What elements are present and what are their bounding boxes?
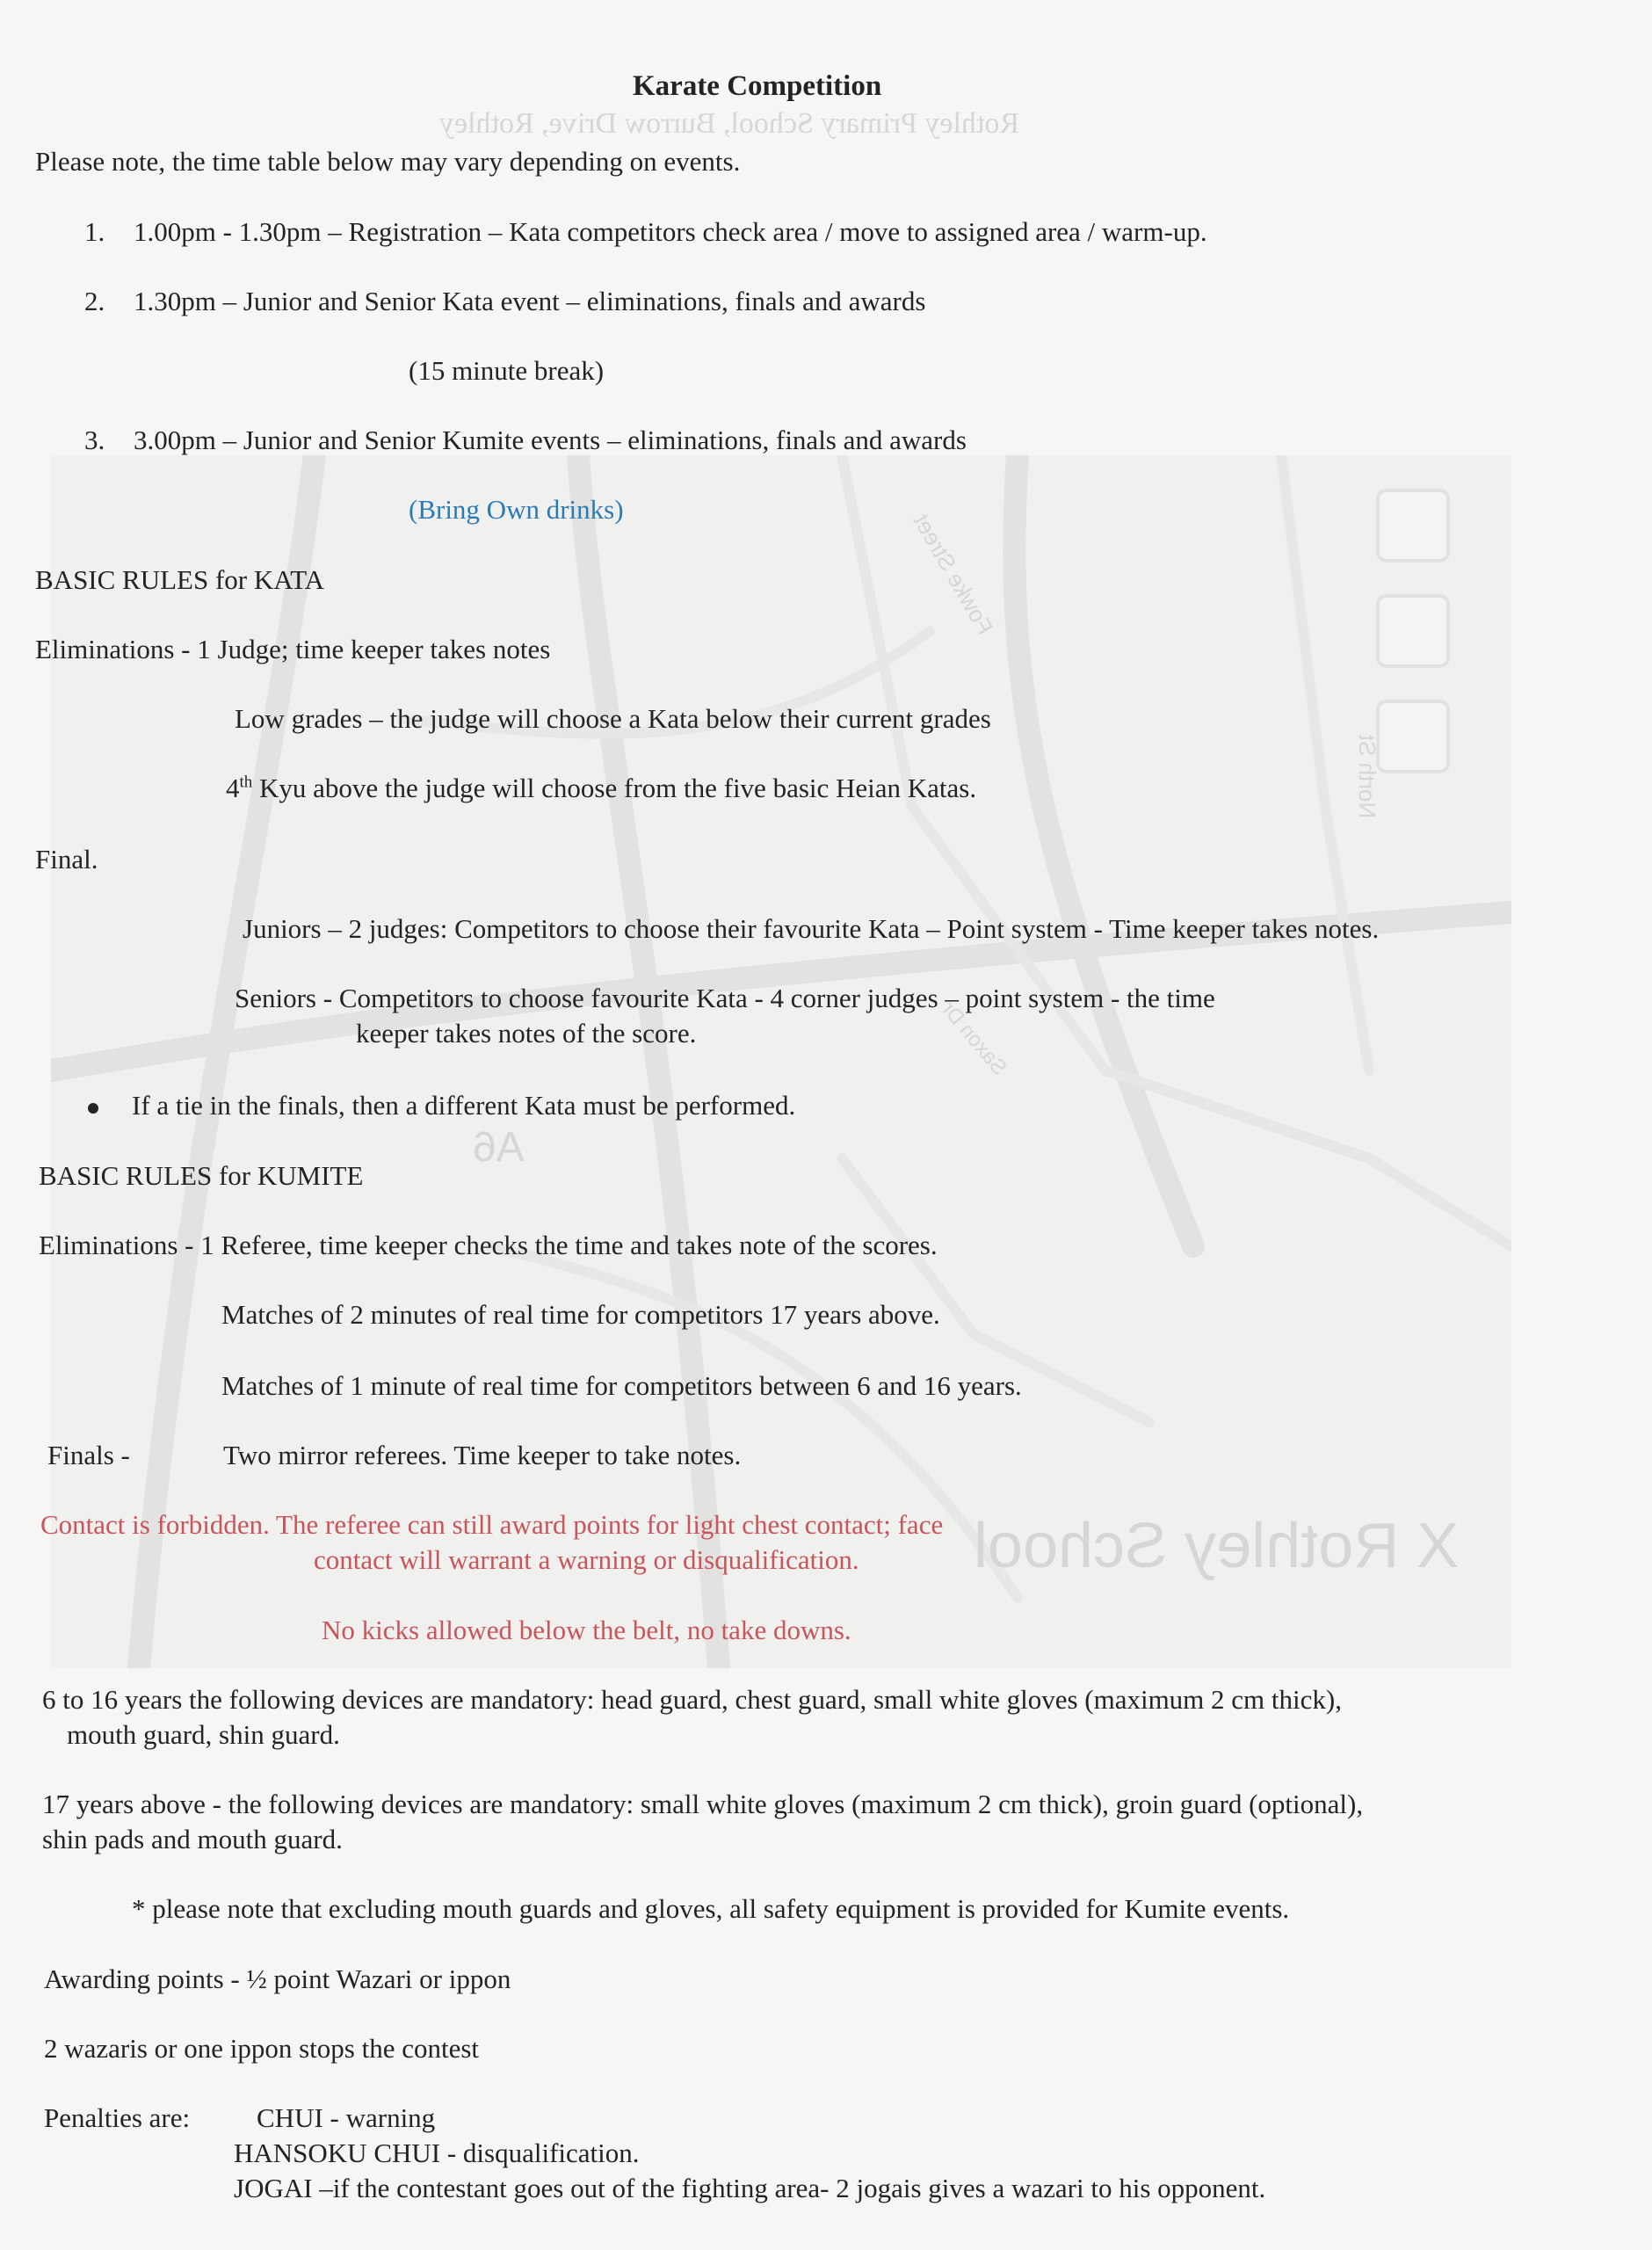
schedule-num-1: 1.	[84, 216, 105, 247]
schedule-num-2: 2.	[84, 286, 105, 316]
penalty-chui: CHUI - warning	[257, 2102, 436, 2133]
penalty-hansoku: HANSOKU CHUI - disqualification.	[234, 2138, 640, 2168]
kata-seniors-line1: Seniors - Competitors to choose favourite Kata - 4 corner judges – point system - the time	[235, 983, 1215, 1013]
kumite-finals-text: Two mirror referees. Time keeper to take notes.	[223, 1440, 742, 1470]
penalties-label: Penalties are:	[44, 2102, 191, 2133]
kata-kyu-rule	[226, 771, 976, 806]
penalty-jogai: JOGAI –if the contestant goes out of the fighting area- 2 jogais gives a wazari to his opponent.	[234, 2173, 1266, 2203]
kata-eliminations: Eliminations - 1 Judge; time keeper takes notes	[35, 634, 551, 664]
older-equipment-line2: shin pads and mouth guard.	[42, 1824, 343, 1854]
map-label-a6: A6	[473, 1124, 525, 1171]
contact-rule-line1: Contact is forbidden. The referee can still award points for light chest contact; face	[40, 1509, 944, 1540]
young-equipment-line2: mouth guard, shin guard.	[67, 1719, 340, 1750]
intro-text: Please note, the time table below may vary depending on events.	[35, 146, 741, 177]
kumite-match-17: Matches of 2 minutes of real time for competitors 17 years above.	[221, 1299, 940, 1330]
drinks-note: (Bring Own drinks)	[409, 494, 624, 525]
kata-seniors-line2: keeper takes notes of the score.	[356, 1018, 697, 1049]
kyu-suffix: th	[239, 773, 253, 792]
kumite-match-6: Matches of 1 minute of real time for competitors between 6 and 16 years.	[221, 1370, 1022, 1401]
kumite-eliminations: Eliminations - 1 Referee, time keeper checks the time and takes note of the scores.	[39, 1230, 938, 1260]
kata-final-label: Final.	[35, 844, 98, 875]
kata-low-grades: Low grades – the judge will choose a Kata below their current grades	[235, 703, 991, 734]
schedule-item-3: 3.00pm – Junior and Senior Kumite events – eliminations, finals and awards	[134, 425, 967, 455]
kyu-number: 4	[226, 773, 240, 803]
kyu-rest: Kyu above the judge will choose from the five basic Heian Katas.	[252, 773, 977, 803]
map-label-north: North St	[1354, 734, 1381, 819]
kata-tie-bullet	[88, 1088, 795, 1123]
schedule-item-2: 1.30pm – Junior and Senior Kata event – eliminations, finals and awards	[134, 286, 926, 316]
kumite-finals-label: Finals -	[47, 1440, 130, 1470]
kata-tie-text: If a tie in the finals, then a different Kata must be performed.	[132, 1090, 796, 1121]
page-title: Karate Competition	[633, 70, 882, 102]
bullet-icon	[88, 1103, 98, 1114]
awarding-points: Awarding points - ½ point Wazari or ippon	[44, 1963, 511, 1994]
kata-juniors: Juniors – 2 judges: Competitors to choose their favourite Kata – Point system - Time keeper takes notes.	[243, 913, 1380, 944]
equipment-note: * please note that excluding mouth guards and gloves, all safety equipment is provided for Kumite events.	[132, 1893, 1290, 1924]
kumite-heading: BASIC RULES for KUMITE	[39, 1160, 364, 1191]
contact-rule-line2: contact will warrant a warning or disqualification.	[314, 1544, 859, 1575]
map-label-school: X Rothley School	[974, 1511, 1460, 1581]
break-note: (15 minute break)	[409, 355, 605, 386]
schedule-item-1: 1.00pm - 1.30pm – Registration – Kata competitors check area / move to assigned area / warm-up.	[134, 216, 1207, 247]
kicks-rule: No kicks allowed below the belt, no take downs.	[322, 1615, 851, 1645]
young-equipment-line1: 6 to 16 years the following devices are mandatory: head guard, chest guard, small white gloves (maximum 2 cm thick),	[42, 1684, 1342, 1715]
schedule-num-3: 3.	[84, 425, 105, 455]
map-label-saxon: Saxon Dr	[936, 997, 1011, 1080]
ghost-header-text: Rothley Primary School, Burrow Drive, Rothley	[439, 107, 1020, 140]
stops-contest: 2 wazaris or one ippon stops the contest	[44, 2033, 480, 2064]
map-label-street: Fowke Street	[908, 509, 999, 640]
older-equipment-line1: 17 years above - the following devices are mandatory: small white gloves (maximum 2 cm thick), groin guard (optional),	[42, 1789, 1364, 1819]
kata-heading: BASIC RULES for KATA	[35, 564, 325, 595]
